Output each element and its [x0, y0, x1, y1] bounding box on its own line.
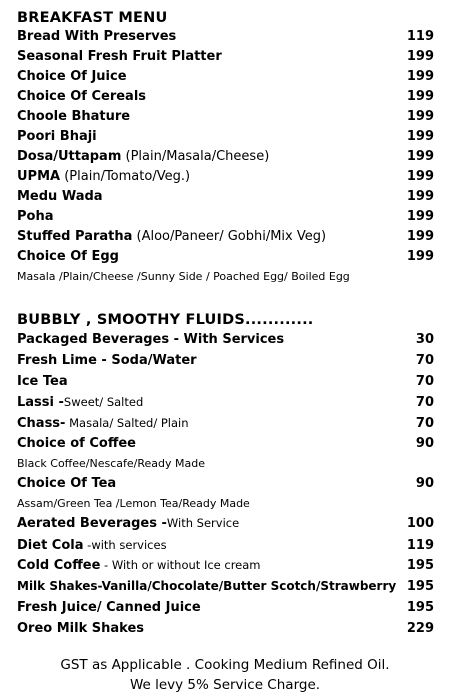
footer-service-charge-note: We levy 5% Service Charge. [129, 677, 321, 693]
tea-options-note: Assam/Green Tea /Lemon Tea/Ready Made [17, 497, 250, 510]
item-price: 70 [415, 395, 434, 410]
item-note: (Plain/Tomato/Veg.) [60, 169, 191, 184]
menu-item-bread-with-preserves [17, 27, 434, 46]
menu-item-poori-bhaji [17, 127, 434, 146]
item-note: (Plain/Masala/Cheese) [121, 149, 270, 164]
menu-item-packaged-beverages [17, 330, 434, 349]
menu-item-choice-of-cereals [17, 87, 434, 106]
item-name: Fresh Lime - Soda/Water [17, 353, 197, 368]
item-price: 199 [406, 149, 434, 164]
item-price: 70 [415, 353, 434, 368]
item-price: 199 [406, 229, 434, 244]
menu-item-choice-of-coffee [17, 434, 434, 453]
item-name: Packaged Beverages - With Services [17, 332, 285, 347]
item-name: Choice Of Cereals [17, 89, 147, 104]
item-note: -with services [83, 538, 167, 552]
item-name: Milk Shakes- [17, 579, 102, 593]
item-name: Stuffed Paratha [17, 229, 133, 244]
menu-item-dosa-uttapam [17, 147, 434, 166]
item-price: 119 [406, 538, 434, 553]
item-name: Ice Tea [17, 374, 68, 389]
item-price: 199 [406, 89, 434, 104]
menu-item-stuffed-paratha [17, 227, 434, 246]
item-note: - With or without Ice cream [100, 558, 261, 572]
item-name: Lassi - [17, 395, 64, 410]
item-name: Choice Of Egg [17, 249, 119, 264]
item-note: Sweet/ Salted [63, 395, 144, 409]
menu-item-aerated-beverages [17, 514, 434, 533]
item-name: Medu Wada [17, 189, 103, 204]
item-price: 199 [406, 169, 434, 184]
menu-item-chass [17, 414, 434, 433]
item-name: Poori Bhaji [17, 129, 97, 144]
item-name: Cold Coffee [17, 558, 101, 573]
menu-item-choice-of-egg [17, 247, 434, 266]
menu-item-cold-coffee [17, 556, 434, 575]
menu-item-choole-bhature [17, 107, 434, 126]
item-price: 195 [406, 579, 434, 594]
menu-item-medu-wada [17, 187, 434, 206]
menu-item-poha [17, 207, 434, 226]
menu-item-fruit-platter [17, 47, 434, 66]
item-price: 229 [406, 621, 434, 636]
menu-item-fresh-juice [17, 598, 434, 617]
item-price: 100 [406, 516, 434, 531]
item-price: 90 [415, 436, 434, 451]
menu-item-ice-tea [17, 372, 434, 391]
menu-item-lassi [17, 393, 434, 412]
item-price: 30 [415, 332, 434, 347]
menu-item-fresh-lime [17, 351, 434, 370]
item-name: Oreo Milk Shakes [17, 621, 144, 636]
item-price: 199 [406, 69, 434, 84]
item-price: 195 [406, 600, 434, 615]
menu-item-milk-shakes [17, 577, 434, 596]
item-name: Choice of Coffee [17, 436, 136, 451]
menu-item-upma [17, 167, 434, 186]
coffee-options-note: Black Coffee/Nescafe/Ready Made [17, 457, 205, 470]
item-note: Masala/ Salted/ Plain [65, 416, 189, 430]
menu-item-oreo-milk-shakes [17, 619, 434, 638]
item-price: 199 [406, 209, 434, 224]
item-name: Seasonal Fresh Fruit Platter [17, 49, 222, 64]
item-name: Choice Of Tea [17, 476, 117, 491]
item-note: Vanilla/Chocolate/Butter Scotch/Strawberry [101, 579, 397, 593]
egg-options-note: Masala /Plain/Cheese /Sunny Side / Poached Egg/ Boiled Egg [17, 270, 350, 283]
item-name: Choice Of Juice [17, 69, 127, 84]
item-price: 119 [406, 29, 434, 44]
item-name: UPMA [17, 169, 61, 184]
item-name: Bread With Preserves [17, 29, 177, 44]
item-name: Aerated Beverages - [17, 516, 167, 531]
item-name: Fresh Juice/ Canned Juice [17, 600, 201, 615]
footer-gst-note: GST as Applicable . Cooking Medium Refined Oil. [60, 657, 390, 673]
item-price: 70 [415, 416, 434, 431]
item-price: 90 [415, 476, 434, 491]
item-note: (Aloo/Paneer/ Gobhi/Mix Veg) [132, 229, 327, 244]
fluids-heading: BUBBLY , SMOOTHY FLUIDS............ [17, 312, 314, 328]
menu-item-choice-of-juice [17, 67, 434, 86]
item-name: Dosa/Uttapam [17, 149, 122, 164]
menu-item-choice-of-tea [17, 474, 434, 493]
item-name: Chass- [17, 416, 66, 431]
item-price: 199 [406, 109, 434, 124]
item-price: 199 [406, 129, 434, 144]
item-price: 199 [406, 49, 434, 64]
item-price: 70 [415, 374, 434, 389]
breakfast-menu-heading: BREAKFAST MENU [17, 10, 168, 26]
item-price: 199 [406, 249, 434, 264]
menu-item-diet-cola [17, 536, 434, 555]
item-name: Poha [17, 209, 54, 224]
item-price: 199 [406, 189, 434, 204]
item-price: 195 [406, 558, 434, 573]
item-name: Choole Bhature [17, 109, 131, 124]
item-note: With Service [166, 516, 240, 530]
item-name: Diet Cola [17, 538, 84, 553]
